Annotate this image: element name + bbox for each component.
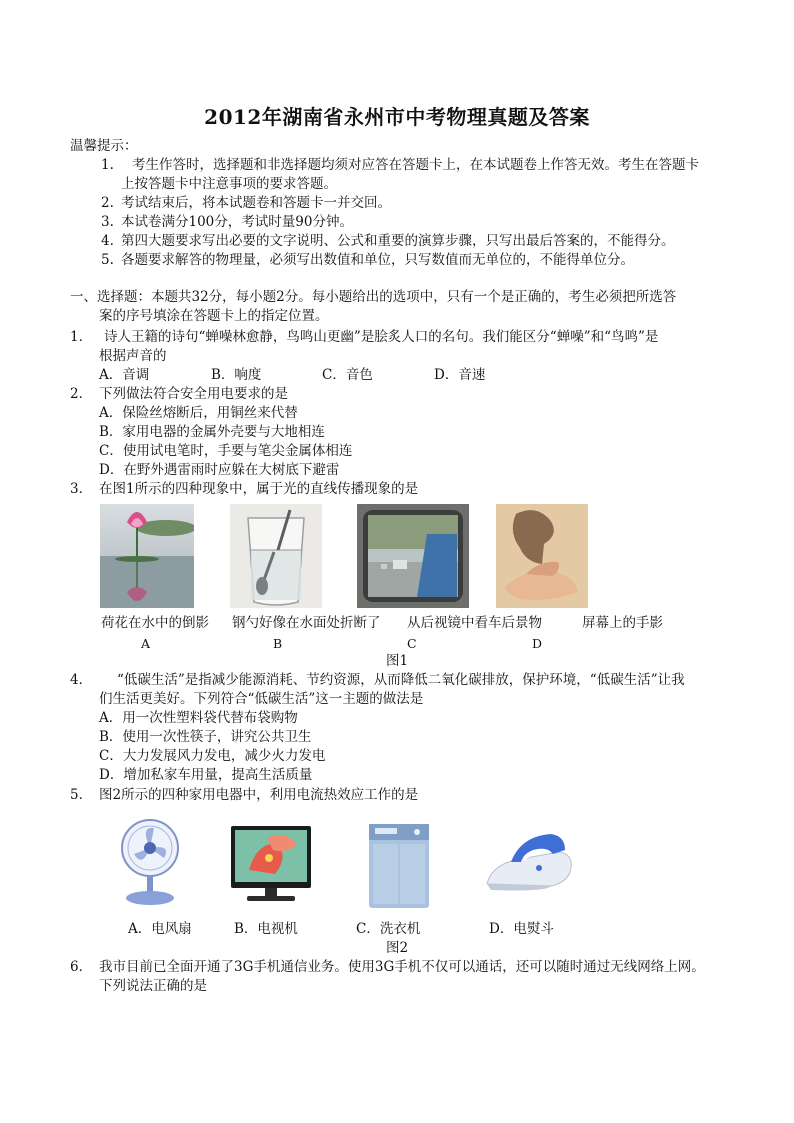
- question-number: 2．: [70, 386, 93, 402]
- figure1-caption-d: 屏幕上的手影: [582, 615, 663, 631]
- figure1-letter-b: B: [273, 636, 283, 651]
- electric-iron-image: [481, 822, 577, 902]
- question-number: 4．: [70, 672, 93, 688]
- option-c: C．使用试电笔时，手要与笔尖金属体相连: [99, 443, 353, 459]
- tip-text: 第四大题要求写出必要的文字说明、公式和重要的演算步骤，只写出最后答案的，不能得分。: [121, 233, 675, 249]
- option-d: D．在野外遇雷雨时应躲在大树底下避雷: [99, 462, 340, 478]
- question-stem: 下列做法符合安全用电要求的是: [99, 386, 288, 402]
- question-stem: “低碳生活”是指减少能源消耗、节约资源，从而降低二氧化碳排放，保护环境，“低碳生活”让我: [117, 672, 685, 688]
- hand-shadow-image: [496, 504, 588, 608]
- figure1-letter-c: C: [407, 636, 417, 651]
- figure1-letter-d: D: [532, 636, 543, 651]
- question-number: 1．: [70, 329, 93, 345]
- question-number: 5．: [70, 787, 93, 803]
- tip-number: 3.: [101, 214, 114, 230]
- figure1-caption-b: 钢勺好像在水面处折断了: [232, 615, 381, 631]
- tip-number: 5.: [101, 252, 114, 268]
- tip-text: 本试卷满分100分，考试时量90分钟。: [121, 214, 353, 230]
- tip-number: 4.: [101, 233, 114, 249]
- figure1-letter-a: A: [141, 636, 151, 651]
- section-heading: 一、选择题：本题共32分，每小题2分。每小题给出的选项中，只有一个是正确的，考生必须把所选答: [70, 289, 677, 305]
- question-stem: 我市目前已全面开通了3G手机通信业务。使用3G手机不仅可以通话，还可以随时通过无线网络上网。: [99, 959, 705, 975]
- option-b: B．家用电器的金属外壳要与大地相连: [99, 424, 325, 440]
- section-heading-cont: 案的序号填涂在答题卡上的指定位置。: [99, 308, 329, 324]
- question-stem: 在图1所示的四种现象中，属于光的直线传播现象的是: [99, 481, 419, 497]
- figure2-caption-b: B．电视机: [234, 921, 298, 937]
- option-d: D．音速: [434, 367, 486, 383]
- question-stem: 诗人王籍的诗句“蝉噪林愈静，鸟鸣山更幽”是脍炙人口的名句。我们能区分“蝉噪”和“鸟鸣”是: [104, 329, 659, 345]
- rearview-mirror-image: [357, 504, 469, 608]
- tip-number: 1.: [101, 157, 114, 173]
- figure2-label: 图2: [386, 940, 409, 956]
- option-c: C．大力发展风力发电，减少火力发电: [99, 748, 326, 764]
- question-number: 6．: [70, 959, 93, 975]
- option-a: A．音调: [99, 367, 150, 383]
- question-stem-cont: 根据声音的: [99, 348, 167, 364]
- television-image: [227, 822, 315, 908]
- figure2-caption-d: D．电熨斗: [489, 921, 554, 937]
- tip-text: 考试结束后，将本试题卷和答题卡一并交回。: [121, 195, 391, 211]
- question-stem: 图2所示的四种家用电器中，利用电流热效应工作的是: [99, 787, 419, 803]
- option-a: A．用一次性塑料袋代替布袋购物: [99, 710, 298, 726]
- figure1-caption-c: 从后视镜中看车后景物: [407, 615, 542, 631]
- tip-text: 考生作答时，选择题和非选择题均须对应答在答题卡上，在本试题卷上作答无效。考生在答题卡: [132, 157, 699, 173]
- question-stem-cont: 们生活更美好。下列符合“低碳生活”这一主题的做法是: [99, 691, 424, 707]
- lotus-reflection-image: [100, 504, 194, 608]
- option-a: A．保险丝熔断后，用铜丝来代替: [99, 405, 298, 421]
- tip-text-cont: 上按答题卡中注意事项的要求答题。: [121, 176, 337, 192]
- option-b: B．使用一次性筷子，讲究公共卫生: [99, 729, 312, 745]
- washing-machine-image: [361, 820, 437, 912]
- option-b: B．响度: [211, 367, 262, 383]
- spoon-in-glass-image: [230, 504, 322, 608]
- option-c: C．音色: [322, 367, 373, 383]
- tip-text: 各题要求解答的物理量，必须写出数值和单位，只写数值而无单位的，不能得单位分。: [121, 252, 634, 268]
- page-title: 2012年湖南省永州市中考物理真题及答案: [204, 105, 590, 129]
- option-d: D．增加私家车用量，提高生活质量: [99, 767, 313, 783]
- tips-heading: 温馨提示：: [70, 138, 138, 154]
- figure1-caption-a: 荷花在水中的倒影: [101, 615, 209, 631]
- question-number: 3．: [70, 481, 93, 497]
- figure2-caption-a: A．电风扇: [128, 921, 192, 937]
- electric-fan-image: [116, 816, 184, 908]
- figure1-label: 图1: [386, 653, 409, 669]
- tip-number: 2.: [101, 195, 114, 211]
- figure2-caption-c: C．洗衣机: [356, 921, 421, 937]
- question-stem-cont: 下列说法正确的是: [99, 978, 207, 994]
